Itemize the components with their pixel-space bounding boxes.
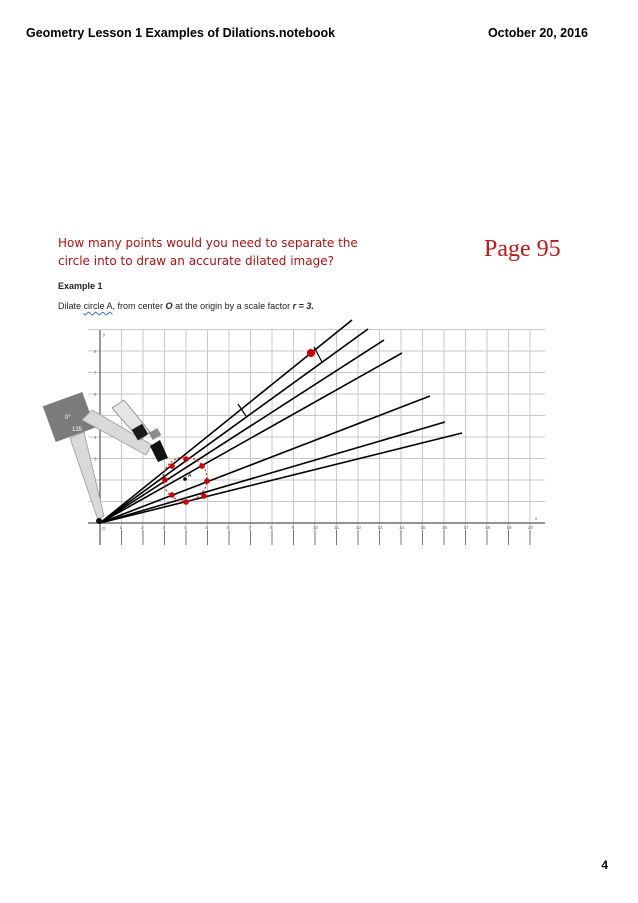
compass-leg-left [70, 432, 104, 520]
y-tick-label: 8 [94, 349, 97, 354]
circle-point [183, 456, 189, 462]
document-title: Geometry Lesson 1 Examples of Dilations.notebook [26, 26, 336, 40]
prompt-end: at the origin by a scale factor [172, 301, 293, 311]
x-tick-label: 1 [119, 525, 123, 530]
x-tick-label: 3 [162, 525, 166, 530]
page-reference: Page 95 [484, 236, 561, 262]
circle-point [199, 463, 205, 469]
origin-label: O [102, 526, 106, 531]
prompt-start: Dilate [58, 301, 84, 311]
circle-point [169, 463, 175, 469]
x-tick-label: 4 [184, 525, 187, 530]
y-tick-label: 4 [94, 435, 97, 440]
compass-hinge [149, 428, 162, 440]
circle-point [201, 493, 207, 499]
x-tick-label: 10 [313, 525, 319, 530]
y-tick-label: 6 [94, 392, 97, 397]
x-tick-label: 14 [399, 525, 405, 530]
question-text: How many points would you need to separate the circle into to draw an accurate dilated image? [58, 236, 358, 268]
prompt-scale: r = 3. [292, 301, 314, 311]
example-title: Example 1 [58, 281, 103, 291]
compass-needle [96, 518, 102, 524]
circle-a-center [183, 477, 187, 481]
prompt-circle: circle A [83, 301, 113, 311]
document-date: October 20, 2016 [487, 26, 588, 40]
x-tick-label: 15 [420, 525, 426, 530]
x-tick-label: 11 [334, 525, 340, 530]
x-tick-label: 8 [270, 525, 273, 530]
compass-angle-bottom: 135 [72, 427, 83, 433]
compass-angle-top: 0° [65, 415, 71, 421]
x-axis-label: x [535, 516, 538, 521]
dilated-point [307, 349, 315, 357]
y-tick-label: 7 [94, 370, 97, 376]
circle-point [204, 478, 210, 484]
page-number: 4 [601, 858, 608, 872]
point-label-a: A [188, 473, 192, 479]
circle-point [183, 499, 189, 505]
y-axis-label: y [103, 332, 106, 337]
x-tick-label: 5 [205, 525, 209, 530]
x-tick-label: 16 [442, 525, 448, 530]
x-tick-label: 19 [506, 525, 512, 530]
x-tick-label: 20 [528, 525, 534, 530]
x-tick-label: 9 [291, 525, 295, 530]
x-tick-label: 18 [485, 525, 491, 530]
x-tick-label: 2 [141, 525, 144, 530]
circle-point [169, 492, 175, 498]
prompt-middle: , from center [112, 301, 166, 311]
x-tick-label: 13 [377, 525, 383, 530]
dilation-rays [100, 320, 462, 523]
x-tick-label: 12 [356, 525, 362, 530]
y-tick-label: 3 [94, 456, 97, 462]
x-tick-label: 7 [248, 525, 252, 530]
prompt-center: O [165, 301, 173, 311]
x-tick-label: 6 [227, 525, 230, 530]
dilation-graph [0, 300, 638, 560]
x-tick-label: 17 [463, 525, 469, 530]
circle-point [162, 477, 168, 483]
